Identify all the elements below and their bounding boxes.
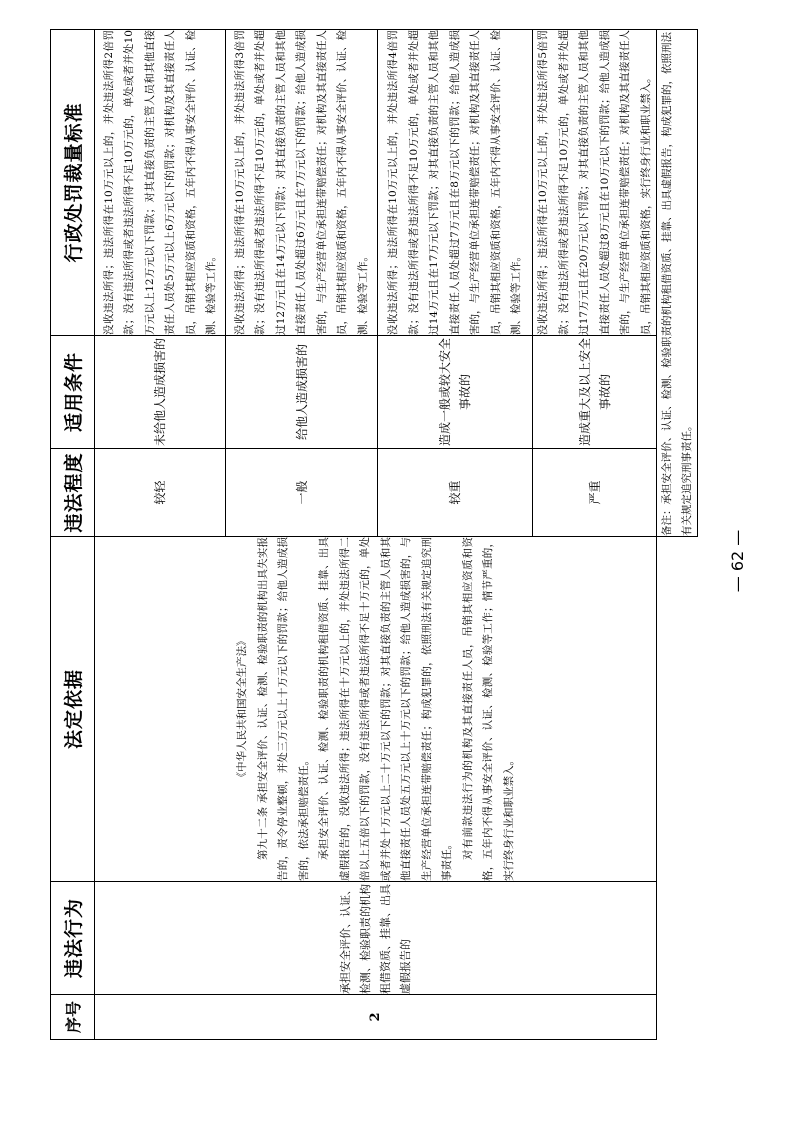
degree-cell: 较轻 [95,449,226,537]
note: 备注：承担安全评价、认证、检测、检验职责的机构租借资质、挂靠、出具虚假报告，构成犯罪的，依照刑法有关规定追究刑事责任。 [657,30,698,537]
degree-cell: 严重 [533,449,657,537]
header-cond: 适用条件 [51,336,95,449]
note-row [657,30,698,1040]
law-paragraph: 承担安全评价、认证、检测、检验职责的机构租借资质、挂靠、出具虚假报告的，没收违法所得；违法所得在十万元以上的，并处违法所得二倍以上五倍以下的罚款，没有违法所得或者违法所得不足十万元的，单处或者并处十万元以上二十万元以下的罚款；对其直接负责的主管人员和其他直接责任人员处五万元以上十万元以下的罚款；给他人造成损害的，与生产经营单位承担连带赔偿责任；构成犯罪的，依照刑法有关规定追究刑事责任。 [318,537,453,881]
row-basis [95,537,657,882]
law-paragraph: 对有前款违法行为的机构及其直接责任人员，吊销其相应资质和资格，五年内不得从事安全评价、认证、检测、检验等工作；情节严重的，实行终身行业和职业禁入。 [461,537,515,881]
page-number: — 62 — [728,529,747,593]
header-act: 违法行为 [51,882,95,995]
header-std: 行政处罚裁量标准 [51,30,95,336]
row-seq: 2 [95,995,657,1040]
header-basis: 法定依据 [51,537,95,882]
std-cell: 没收违法所得；违法所得在10万元以上的，并处违法所得2倍罚款；没有违法所得或者违法所得不足10万元的，单处或者并处10万元以上12万元以下罚款；对其直接负责的主管人员和其他直接责任人员处5万元以上6万元以下的罚款；对机构及其直接责任人员，吊销其相应资质和资格，五年内不得从事安全评价、认证、检测、检验等工作。 [95,30,226,336]
degree-cell: 较重 [378,449,533,537]
law-title: 《中华人民共和国安全生产法》 [236,635,248,783]
table-header-row [51,30,95,1040]
cond-cell: 造成一般或较大安全事故的 [378,336,533,449]
std-cell: 没收违法所得；违法所得在10万元以上的，并处违法所得3倍罚款；没有违法所得或者违法所得不足10万元的，单处或者并处超过12万元且在14万元以下罚款；对其直接负责的主管人员和其他直接责任人员处超过6万元且在7万元以下的罚款；给他人造成损害的，与生产经营单位承担连带赔偿责任；对机构及其直接责任人员，吊销其相应资质和资格，五年内不得从事安全评价、认证、检测、检验等工作。 [226,30,378,336]
cond-cell: 造成重大及以上安全事故的 [533,336,657,449]
header-degree: 违法程度 [51,449,95,537]
penalty-table [50,29,698,1040]
cond-cell: 给他人造成损害的 [226,336,378,449]
std-cell: 没收违法所得；违法所得在10万元以上的，并处违法所得4倍罚款；没有违法所得或者违法所得不足10万元的，单处或者并处超过14万元且在17万元以下罚款；对其直接负责的主管人员和其他直接责任人员处超过7万元且在8万元以下的罚款；给他人造成损害的，与生产经营单位承担连带赔偿责任；对机构及其直接责任人员，吊销其相应资质和资格，五年内不得从事安全评价、认证、检测、检验等工作。 [378,30,533,336]
cond-cell: 未给他人造成损害的 [95,336,226,449]
law-paragraph: 第九十二条 承担安全评价、认证、检测、检验职责的机构出具失实报告的，责令停业整顿，并处三万元以上十万元以下的罚款；给他人造成损害的，依法承担赔偿责任。 [256,537,310,881]
header-seq: 序号 [51,995,95,1040]
degree-cell: 一般 [226,449,378,537]
row-act: 承担安全评价、认证、检测、检验职责的机构租借资质、挂靠、出具虚假报告的 [95,882,657,995]
std-cell: 没收违法所得；违法所得在10万元以上的，并处违法所得5倍罚款；没有违法所得或者违法所得不足10万元的，单处或者并处超过17万元且在20万元以下罚款；对其直接负责的主管人员和其他直接责任人员处超过8万元且在10万元以下的罚款；给他人造成损害的，与生产经营单位承担连带赔偿责任；对机构及其直接责任人员，吊销其相应资质和资格，实行终身行业和职业禁入。 [533,30,657,336]
table-row [95,30,226,1040]
